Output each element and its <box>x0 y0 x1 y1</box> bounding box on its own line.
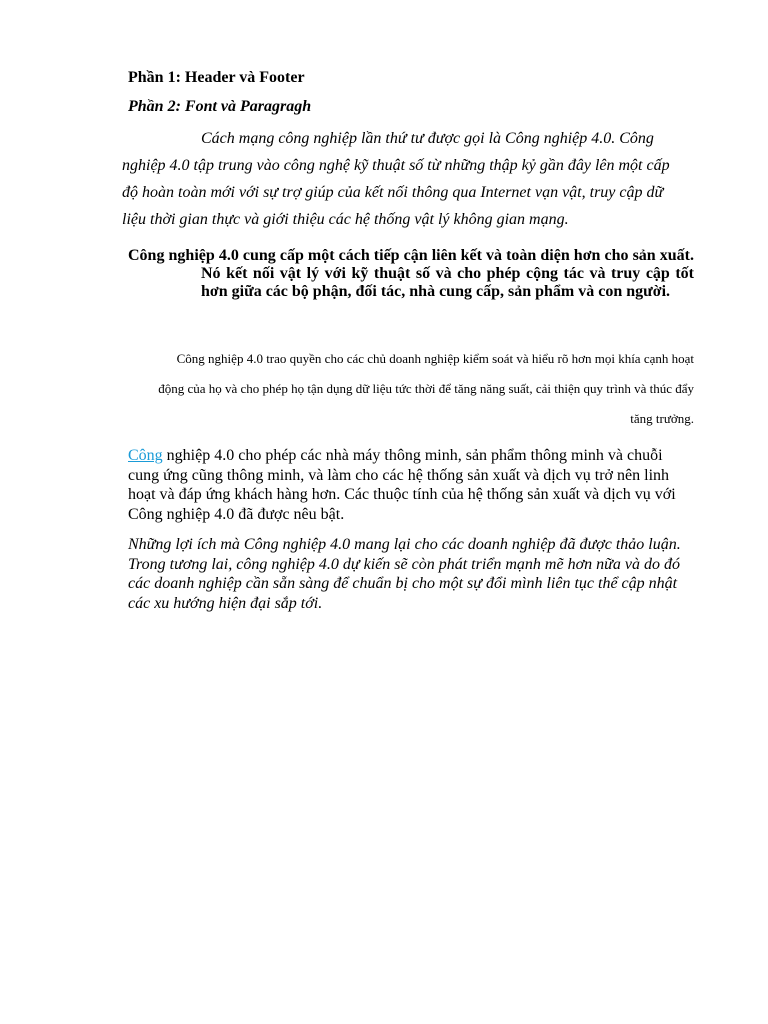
paragraph-italic-intro: Cách mạng công nghiệp lần thứ tư được gọi là Công nghiệp 4.0. Công nghiệp 4.0 tập trung vào công nghệ kỹ thuật số từ những thập kỷ gần đây lên một cấp độ hoàn toàn mới với sự trợ giúp của kết nối thông qua Internet vạn vật, truy cập dữ liệu thời gian thực và giới thiệu các hệ thống vật lý không gian mạng. <box>122 130 670 228</box>
paragraph-small-right: Công nghiệp 4.0 trao quyền cho các chủ doanh nghiệp kiểm soát và hiểu rõ hơn mọi khía cạnh hoạt động của họ và cho phép họ tận dụng dữ liệu tức thời để tăng năng suất, cải thiện quy trình và thúc đẩy tăng trưởng. <box>158 351 694 426</box>
paragraph-with-link <box>128 446 694 524</box>
paragraph-4-text: nghiệp 4.0 cho phép các nhà máy thông minh, sản phẩm thông minh và chuỗi cung ứng cũng thông minh, và làm cho các hệ thống sản xuất và dịch vụ trở nên linh hoạt và đáp ứng khách hàng hơn. Các thuộc tính của hệ thống sản xuất và dịch vụ với Công nghiệp 4.0 đã được nêu bật. <box>128 447 676 523</box>
heading-part-1: Phần 1: Header và Footer <box>128 69 305 86</box>
paragraph-bold-hanging: Công nghiệp 4.0 cung cấp một cách tiếp cận liên kết và toàn diện hơn cho sản xuất. Nó kết nối vật lý với kỹ thuật số và cho phép cộng tác và truy cập tốt hơn giữa các bộ phận, đối tác, nhà cung cấp, sản phẩm và con người. <box>128 247 694 300</box>
heading-part-2: Phần 2: Font và Paragragh <box>128 98 312 115</box>
cong-link[interactable]: Công <box>128 447 163 464</box>
paragraph-italic-closing: Những lợi ích mà Công nghiệp 4.0 mang lại cho các doanh nghiệp đã được thảo luận. Trong tương lai, công nghiệp 4.0 dự kiến sẽ còn phát triển mạnh mẽ hơn nữa và do đó các doanh nghiệp cần sẵn sàng để chuẩn bị cho một sự đổi mình liên tục thể cập nhật các xu hướng hiện đại sắp tới. <box>128 536 681 612</box>
